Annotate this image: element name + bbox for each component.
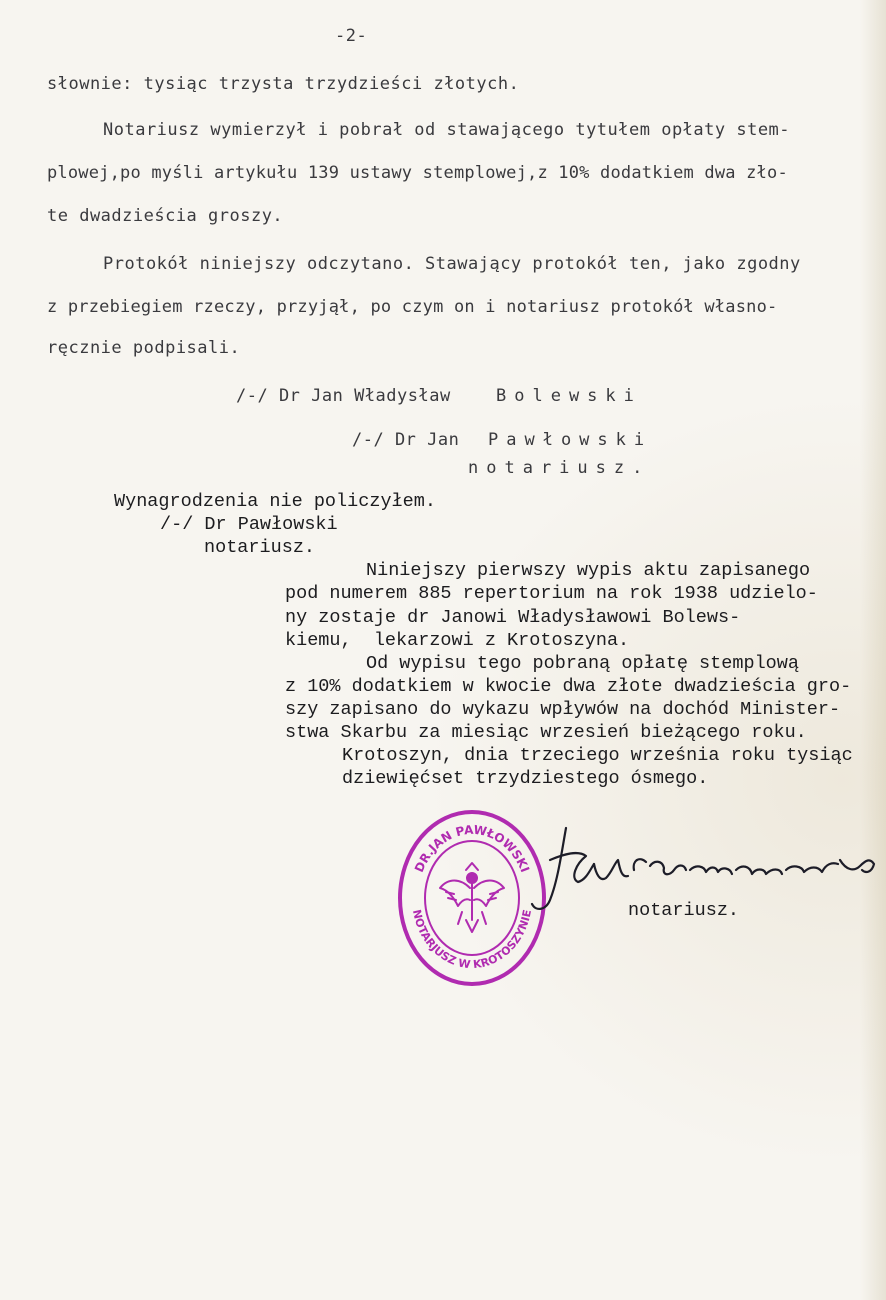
- paragraph-fee-line-2: plowej,po myśli artykułu 139 ustawy stemplowej,z 10% dodatkiem dwa zło-: [47, 163, 788, 183]
- final-notary-title: notariusz.: [628, 900, 740, 921]
- fee-note-line-3: notariusz.: [204, 537, 316, 558]
- signature-pawlowski-title: notariusz.: [468, 458, 651, 478]
- copy-note-line-4: kiemu, lekarzowi z Krotoszyna.: [285, 630, 630, 651]
- copy-note-line-10: dziewięćset trzydziestego ósmego.: [342, 768, 709, 789]
- copy-note-line-9: Krotoszyn, dnia trzeciego września roku tysiąc: [342, 745, 853, 766]
- copy-note-line-3: ny zostaje dr Janowi Władysławowi Bolews-: [285, 607, 741, 628]
- amount-in-words: słownie: tysiąc trzysta trzydzieści złotych.: [47, 74, 520, 94]
- eagle-icon: [440, 863, 504, 932]
- paragraph-protocol-line-2: z przebiegiem rzeczy, przyjął, po czym on i notariusz protokół własno-: [47, 297, 778, 317]
- paragraph-protocol-line-1: Protokół niniejszy odczytano. Stawający protokół ten, jako zgodny: [103, 254, 801, 274]
- signature-pawlowski-surname: Pawłowski: [488, 430, 653, 450]
- paragraph-fee-line-1: Notariusz wymierzył i pobrał od stawającego tytułem opłaty stem-: [103, 120, 791, 140]
- signature-bolewski-surname: Bolewski: [496, 386, 642, 406]
- copy-note-line-5: Od wypisu tego pobraną opłatę stemplową: [366, 653, 799, 674]
- copy-note-line-2: pod numerem 885 repertorium na rok 1938 udzielo-: [285, 583, 818, 604]
- copy-note-line-6: z 10% dodatkiem w kwocie dwa złote dwadzieścia gro-: [285, 676, 852, 697]
- signature-bolewski-name: /-/ Dr Jan Władysław: [236, 386, 451, 406]
- copy-note-line-1: Niniejszy pierwszy wypis aktu zapisanego: [366, 560, 811, 581]
- paragraph-protocol-line-3: ręcznie podpisali.: [47, 338, 241, 358]
- copy-note-line-8: stwa Skarbu za miesiąc wrzesień bieżącego roku.: [285, 722, 807, 743]
- stamp-bottom-text: NOTARJUSZ W KROTOSZYNIE: [409, 908, 535, 972]
- paragraph-fee-line-3: te dwadzieścia groszy.: [47, 206, 284, 226]
- stamp-top-text: DR.JAN PAWŁOWSKI: [411, 822, 533, 875]
- copy-note-line-7: szy zapisano do wykazu wpływów na dochód Minister-: [285, 699, 841, 720]
- signature-pawlowski-name: /-/ Dr Jan: [352, 430, 460, 450]
- page-number: -2-: [335, 26, 368, 46]
- fee-note-line-1: Wynagrodzenia nie policzyłem.: [114, 491, 436, 512]
- fee-note-line-2: /-/ Dr Pawłowski: [160, 514, 338, 535]
